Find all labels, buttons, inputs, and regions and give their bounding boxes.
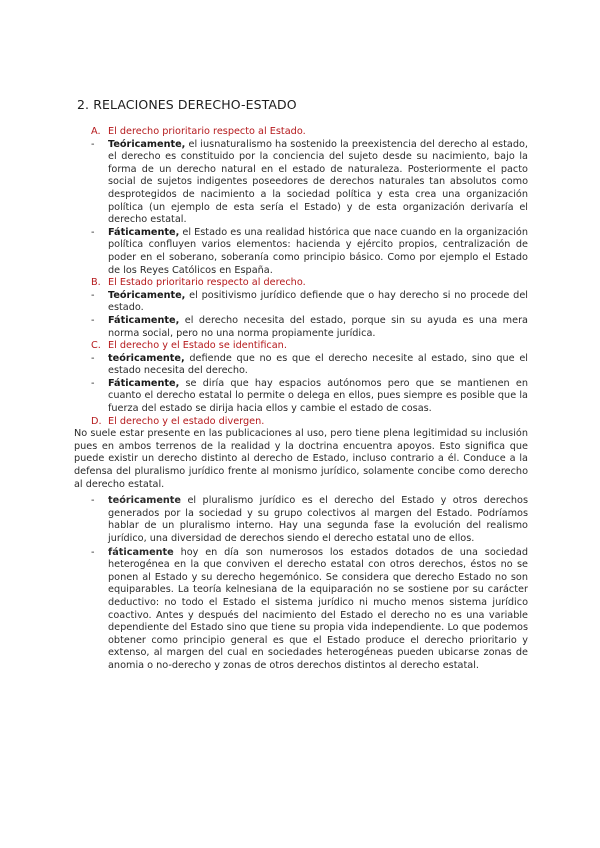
item-label: teóricamente, xyxy=(108,352,185,364)
section-heading-c xyxy=(91,340,528,353)
document-body xyxy=(74,126,528,673)
list-item xyxy=(91,227,528,277)
section-letter: C. xyxy=(91,340,101,352)
item-label: teóricamente xyxy=(108,495,181,507)
bullet-dash: - xyxy=(91,138,95,150)
bullet-dash: - xyxy=(91,495,95,507)
list-item xyxy=(91,315,528,340)
body-paragraph: No suele estar presente en las publicaciones al uso, pero tiene plena legitimidad su inclusión pues en ambos terrenos de la realidad y la doctrina encuentra apoyos. Esto significa que puede existir un derecho distinto al derecho de Estado, incluso contrario a él. Conduce a la defensa del pluralismo jurídico frente al monismo jurídico, solamente concibe como derecho al derecho estatal. xyxy=(74,428,528,490)
section-heading-text: El Estado prioritario respecto al derecho. xyxy=(108,277,306,289)
section-letter: B. xyxy=(91,277,101,289)
item-label: Teóricamente, xyxy=(108,289,186,301)
section-letter: A. xyxy=(91,126,101,137)
item-label: Fáticamente, xyxy=(108,226,180,238)
list-item xyxy=(91,495,528,545)
bullet-dash: - xyxy=(91,226,95,238)
item-text: el iusnaturalismo ha sostenido la preexistencia del derecho al estado, el derecho es constituido por la conciencia del sujeto desde su nacimiento, bajo la forma de un derecho natural en el estado de naturaleza. Posteriormente el pacto social de sujetos indigentes poseedores de derechos naturales tan absolutos como desprotegidos de nacimiento a la sociedad política y esta crea una organización política (un ejemplo de esta sería el Estado) y de esta organización derivaría el derecho estatal. xyxy=(108,138,528,226)
bullet-dash: - xyxy=(91,546,95,558)
item-label: Fáticamente, xyxy=(108,377,180,389)
item-text: el pluralismo jurídico es el derecho del Estado y otros derechos generados por la sociedad y su grupo colectivos al margen del Estado. Podríamos hablar de un pluralismo interno. Hay una segunda fase la evolución del realismo jurídico, una diversidad de derechos siendo el derecho estatal uno de ellos. xyxy=(108,495,528,544)
item-label: Fáticamente, xyxy=(108,314,180,326)
page-title: 2. RELACIONES DERECHO-ESTADO xyxy=(77,97,297,112)
section-heading-text: El derecho prioritario respecto al Estado. xyxy=(108,126,306,137)
bullet-dash: - xyxy=(91,289,95,301)
item-text: el positivismo jurídico defiende que o hay derecho si no procede del estado. xyxy=(108,289,528,314)
item-text: el derecho necesita del estado, porque sin su ayuda es una mera norma social, pero no una norma propiamente jurídica. xyxy=(108,314,528,339)
list-item xyxy=(91,353,528,378)
bullet-dash: - xyxy=(91,377,95,389)
item-label: Teóricamente, xyxy=(108,138,186,150)
item-text: defiende que no es que el derecho necesite al estado, sino que el estado necesita del derecho. xyxy=(108,352,528,377)
list-item xyxy=(91,378,528,416)
item-text: hoy en día son numerosos los estados dotados de una sociedad heterogénea en la que conviven el derecho estatal con otros derechos, éstos no se ponen al Estado y su derecho hegemónico. Se considera que derecho Estado no son equiparables. La teoría kelnesiana de la equiparación no se sostiene por su carácter deductivo: no todo el Estado el sistema jurídico ni mucho menos sistema jurídico coactivo. Antes y después del nacimiento del Estado el derecho no es una variable dependiente del Estado sino que tiene su propia vida independiente. Lo que podemos obtener como principio general es que el Estado produce el derecho prioritario y extenso, al margen del cual en sociedades heterogéneas pueden ubicarse zonas de anomia o no-derecho y zonas de otros derechos distintos al derecho estatal. xyxy=(108,546,528,671)
list-item xyxy=(91,139,528,227)
section-letter: D. xyxy=(91,415,102,427)
item-text: el Estado es una realidad histórica que nace cuando en la organización política confluyen varios elementos: hacienda y ejército propios, centralización de poder en el soberano, soberanía como principio básico. Como por ejemplo el Estado de los Reyes Católicos en España. xyxy=(108,226,528,276)
item-label: fáticamente xyxy=(108,546,174,558)
section-heading-a xyxy=(91,126,528,139)
section-heading-text: El derecho y el estado divergen. xyxy=(108,415,265,427)
section-heading-b xyxy=(91,277,528,290)
bullet-dash: - xyxy=(91,352,95,364)
section-heading-d xyxy=(91,416,528,429)
item-text: se diría que hay espacios autónomos pero que se mantienen en cuanto el derecho estatal lo permite o delega en ellos, pues siempre es posible que la fuerza del estado se dirija hacia ellos y cambie el estado de cosas. xyxy=(108,377,528,415)
list-item xyxy=(91,547,528,673)
section-heading-text: El derecho y el Estado se identifican. xyxy=(108,340,287,352)
bullet-dash: - xyxy=(91,314,95,326)
list-item xyxy=(91,290,528,315)
